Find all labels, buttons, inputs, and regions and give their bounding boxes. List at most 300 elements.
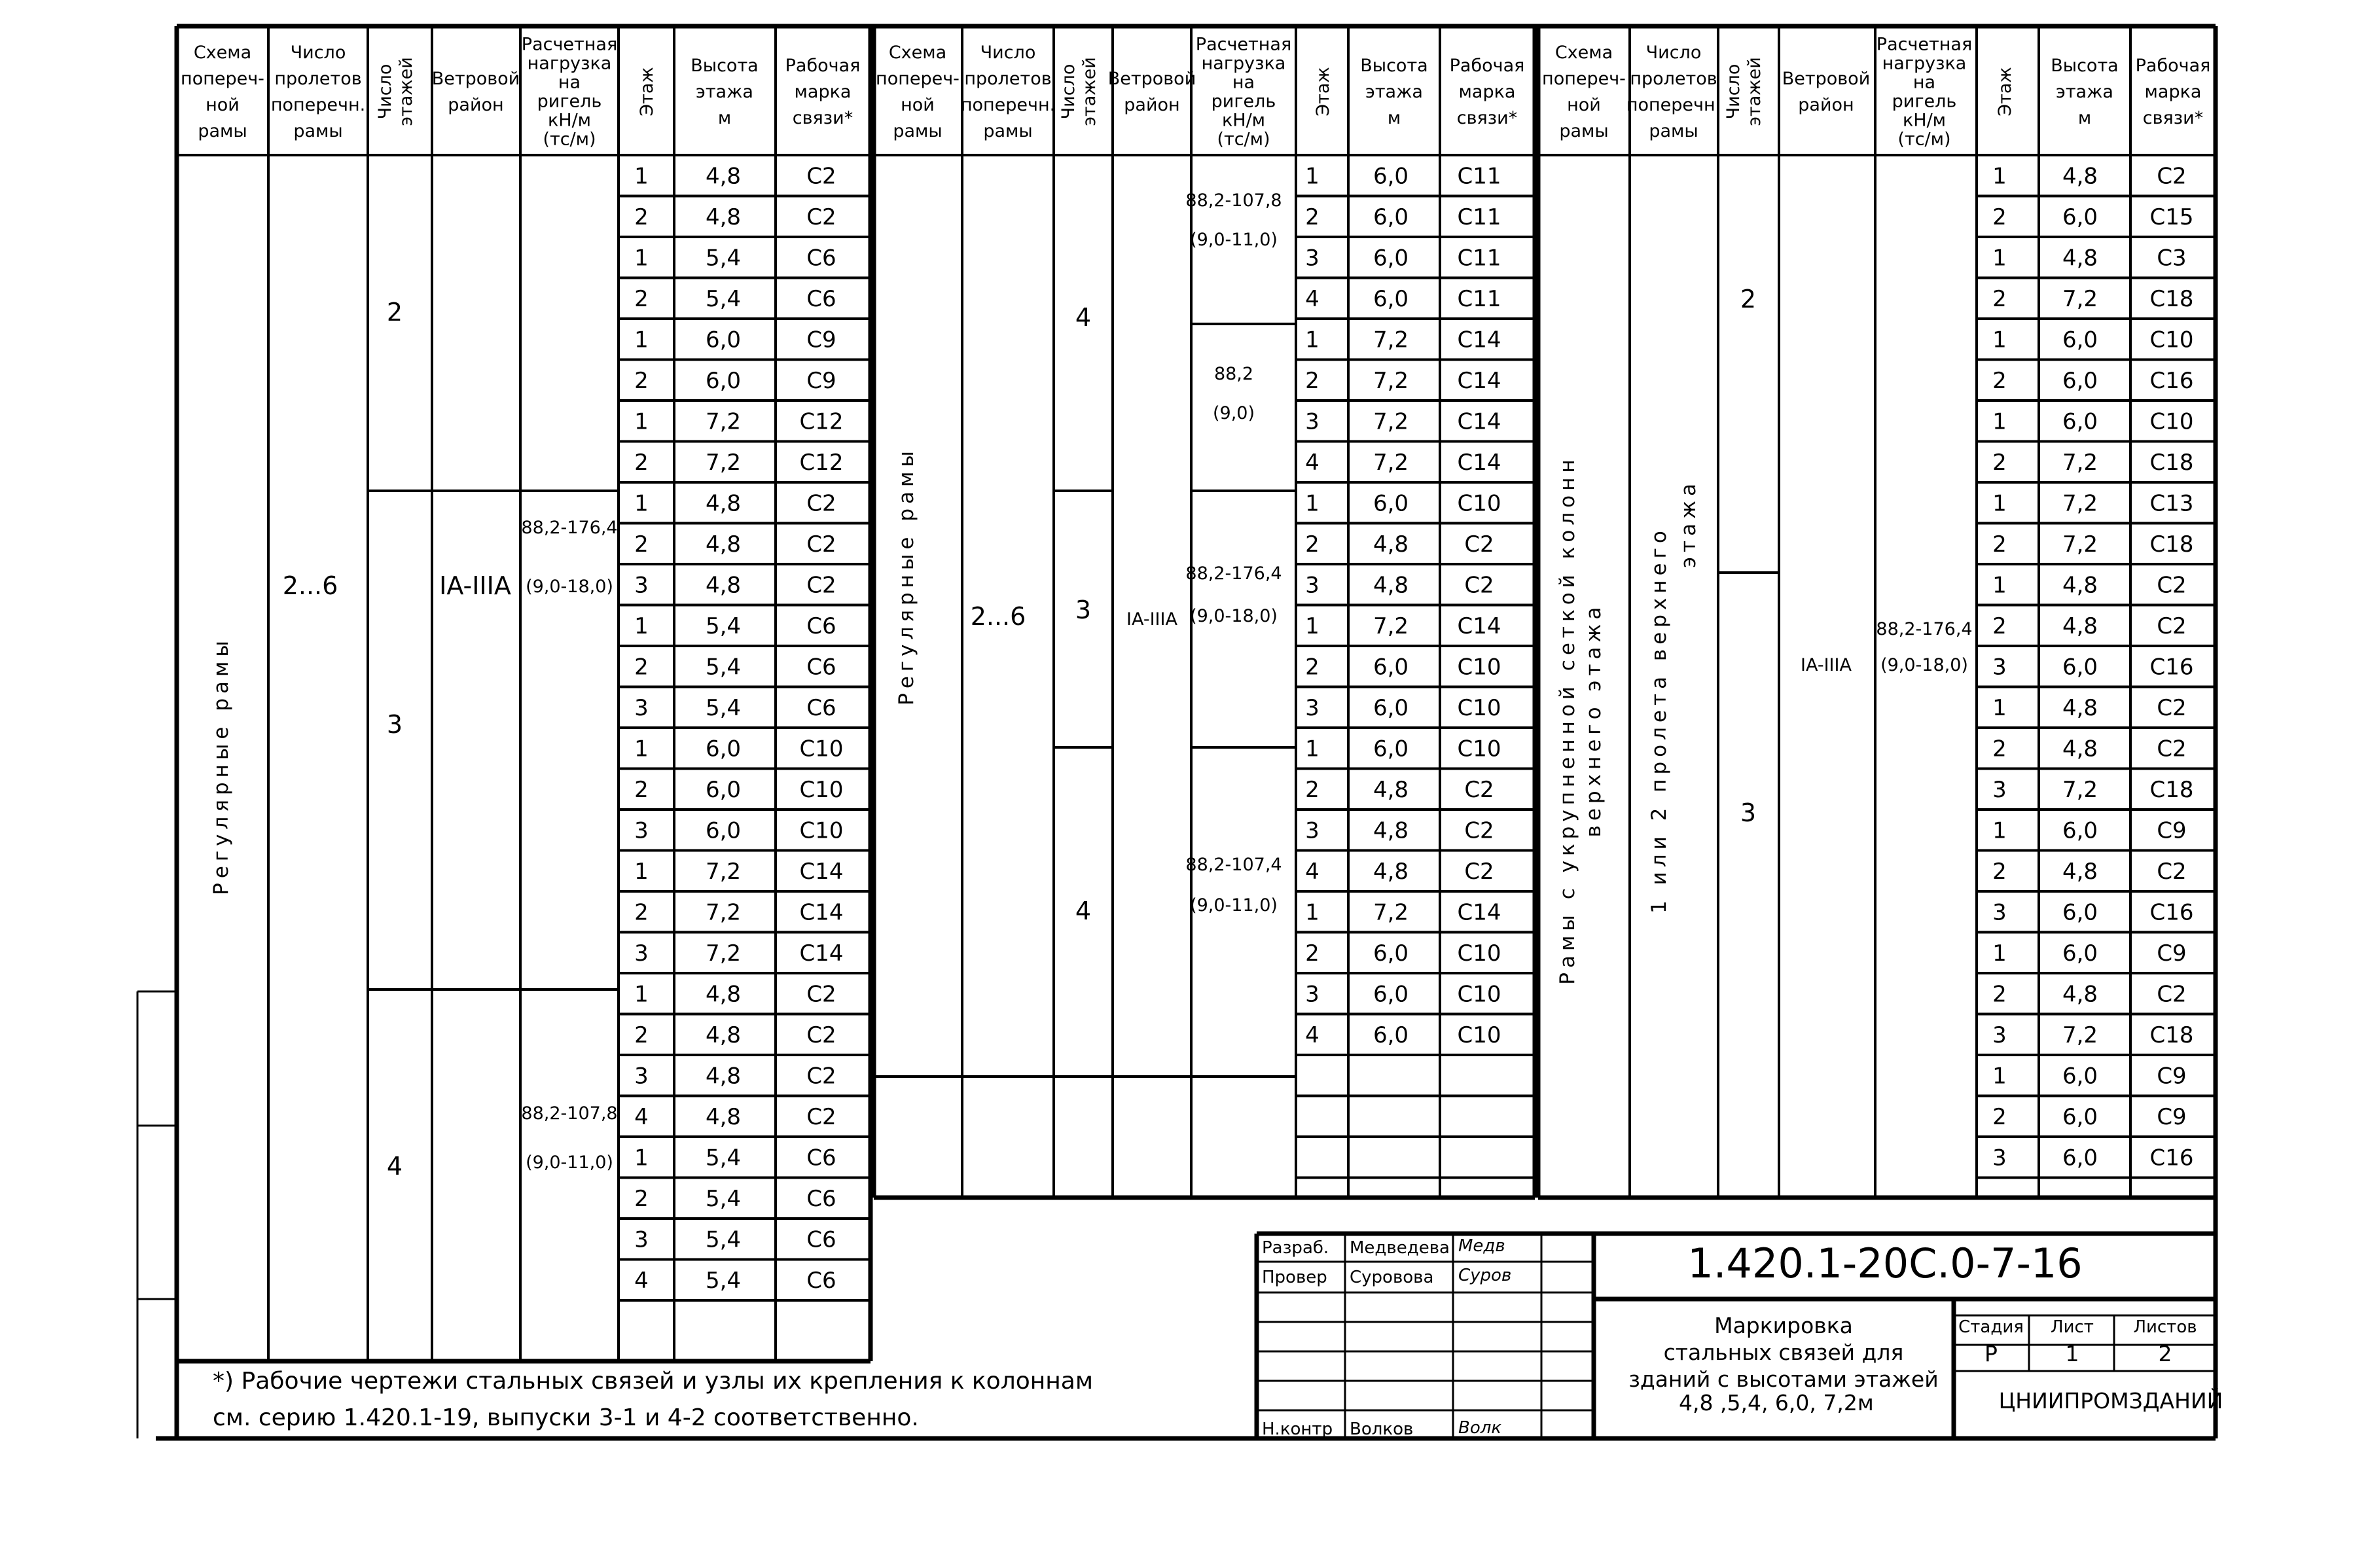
panel1-load: (9,0-18,0) [526, 577, 613, 597]
row-floor: 3 [634, 940, 649, 967]
row-floor: 1 [1992, 490, 2007, 517]
row-floor: 1 [1992, 327, 2007, 353]
panel3-wind: IA-IIIA [1801, 655, 1852, 675]
row-floor: 3 [634, 817, 649, 844]
row-mark: C14 [1457, 613, 1501, 639]
panel1-wind: IA-IIIA [439, 571, 511, 600]
header-scheme: ной [206, 95, 240, 115]
panel1-spans: 2...6 [282, 571, 338, 600]
row-mark: C9 [2157, 817, 2187, 844]
row-height: 7,2 [705, 858, 742, 885]
panel2-load: 88,2-176,4 [1185, 563, 1282, 584]
row-height: 6,0 [1373, 654, 1409, 681]
row-floor: 1 [634, 1145, 649, 1171]
header-load: ригель [1211, 91, 1276, 112]
row-height: 4,8 [1373, 817, 1409, 844]
row-mark: C2 [806, 981, 836, 1008]
row-height: 7,2 [2062, 490, 2098, 517]
row-mark: C14 [1457, 367, 1501, 394]
row-mark: C14 [1457, 327, 1501, 353]
stage-label: Стадия [1958, 1317, 2024, 1337]
row-floor: 1 [634, 408, 649, 435]
row-height: 6,0 [1373, 1022, 1409, 1048]
panel2-floors: 3 [1075, 596, 1092, 624]
header-scheme: попереч- [181, 69, 264, 89]
row-height: 4,8 [2062, 572, 2098, 599]
row-height: 5,4 [705, 1145, 742, 1171]
row-floor: 4 [1305, 1022, 1320, 1048]
sheet-label: Лист [2051, 1317, 2094, 1337]
header-scheme: Схема [888, 43, 947, 63]
row-mark: C10 [1457, 694, 1501, 721]
row-height: 7,2 [705, 408, 742, 435]
panel2-load: (9,0) [1212, 403, 1255, 423]
header-scheme: рамы [198, 121, 247, 141]
row-height: 4,8 [705, 981, 742, 1008]
control-signature: Волк [1458, 1418, 1502, 1438]
drawing-title-1: Маркировка [1714, 1313, 1853, 1338]
header-mark: марка [1458, 82, 1516, 102]
header-spans: рамы [983, 121, 1033, 141]
panel1-floors: 2 [386, 298, 403, 327]
row-mark: C10 [1457, 1022, 1501, 1048]
row-height: 6,0 [2062, 1063, 2098, 1090]
row-mark: C2 [2157, 736, 2187, 762]
panel1-floors: 3 [386, 710, 403, 739]
row-floor: 3 [1992, 776, 2007, 803]
row-height: 4,8 [705, 1103, 742, 1130]
checker-name: Суровова [1350, 1268, 1434, 1287]
header-spans: рамы [293, 121, 343, 141]
header-floors-count: Число [1058, 63, 1079, 120]
row-height: 6,0 [2062, 1145, 2098, 1171]
row-floor: 4 [1305, 449, 1320, 476]
row-mark: C10 [799, 776, 844, 803]
row-floor: 3 [634, 1226, 649, 1253]
row-floor: 2 [1305, 531, 1320, 558]
panel3-floors: 2 [1740, 285, 1757, 313]
row-mark: C6 [806, 1145, 836, 1171]
header-scheme: попереч- [876, 69, 960, 89]
row-mark: C12 [799, 408, 844, 435]
row-floor: 3 [1305, 245, 1320, 272]
header-load: Расчетная [1876, 34, 1973, 55]
panel2-floors: 4 [1075, 897, 1092, 925]
row-floor: 1 [1992, 572, 2007, 599]
row-height: 6,0 [2062, 654, 2098, 681]
header-floor: Этаж [1313, 67, 1333, 116]
row-floor: 2 [1305, 776, 1320, 803]
row-mark: C10 [2149, 408, 2194, 435]
row-floor: 2 [1992, 858, 2007, 885]
row-floor: 2 [1992, 285, 2007, 312]
drawing-title-4: 4,8 ,5,4, 6,0, 7,2м [1679, 1390, 1874, 1416]
row-height: 4,8 [2062, 245, 2098, 272]
row-floor: 2 [634, 367, 649, 394]
row-floor: 2 [634, 1185, 649, 1212]
row-mark: C2 [806, 1063, 836, 1090]
row-floor: 2 [634, 204, 649, 230]
row-mark: C10 [1457, 736, 1501, 762]
row-floor: 1 [1992, 163, 2007, 190]
row-height: 6,0 [2062, 1103, 2098, 1130]
row-floor: 1 [634, 490, 649, 517]
row-mark: C18 [2149, 449, 2194, 476]
row-mark: C10 [1457, 981, 1501, 1008]
header-spans: рамы [1649, 121, 1698, 141]
header-scheme: рамы [893, 121, 943, 141]
header-spans: поперечн. [270, 95, 366, 115]
row-height: 6,0 [2062, 817, 2098, 844]
panel1-load: 88,2-176,4 [521, 518, 618, 538]
row-mark: C10 [799, 736, 844, 762]
row-floor: 1 [634, 327, 649, 353]
checker-label: Провер [1262, 1268, 1327, 1287]
row-floor: 1 [1992, 694, 2007, 721]
row-mark: C6 [806, 285, 836, 312]
row-height: 4,8 [2062, 858, 2098, 885]
row-floor: 1 [634, 736, 649, 762]
header-load: (тс/м) [543, 129, 596, 150]
row-mark: C9 [2157, 1103, 2187, 1130]
row-mark: C2 [806, 572, 836, 599]
row-floor: 3 [1992, 1145, 2007, 1171]
row-mark: C6 [806, 613, 836, 639]
header-floors-count: Число [1723, 63, 1744, 120]
row-height: 6,0 [2062, 327, 2098, 353]
panel3-floors: 3 [1740, 798, 1757, 827]
row-floor: 4 [1305, 858, 1320, 885]
panel2-scheme: Регулярные рамы [895, 446, 918, 705]
row-floor: 2 [634, 449, 649, 476]
row-mark: C2 [2157, 163, 2187, 190]
footnote-line-1: *) Рабочие чертежи стальных связей и узлы их крепления к колоннам [213, 1368, 1094, 1395]
row-height: 7,2 [705, 449, 742, 476]
row-mark: C2 [806, 204, 836, 230]
panel3-scheme: верхнего этажа [1582, 602, 1606, 838]
row-mark: C2 [806, 531, 836, 558]
row-height: 6,0 [705, 736, 742, 762]
row-floor: 3 [1305, 408, 1320, 435]
row-mark: C2 [1464, 817, 1494, 844]
header-height: м [2077, 108, 2092, 128]
row-height: 6,0 [705, 817, 742, 844]
row-floor: 1 [1305, 899, 1320, 926]
header-scheme: ной [901, 95, 935, 115]
header-scheme: попереч- [1542, 69, 1626, 89]
row-height: 4,8 [1373, 572, 1409, 599]
panel3-scheme: Рамы с укрупненной сеткой колонн [1556, 455, 1579, 985]
row-mark: C2 [806, 1103, 836, 1130]
row-mark: C2 [1464, 531, 1494, 558]
footnote-line-2: см. серию 1.420.1-19, выпуски 3-1 и 4-2 соответственно. [213, 1404, 919, 1431]
header-load: (тс/м) [1217, 129, 1270, 150]
row-floor: 1 [1305, 736, 1320, 762]
header-spans: поперечн. [960, 95, 1056, 115]
row-height: 4,8 [2062, 613, 2098, 639]
developer-name: Медведева [1350, 1238, 1450, 1258]
row-floor: 3 [634, 572, 649, 599]
row-mark: C2 [1464, 572, 1494, 599]
header-load: на [1912, 72, 1936, 93]
header-wind: район [1124, 95, 1180, 115]
row-height: 4,8 [705, 1063, 742, 1090]
row-height: 6,0 [705, 327, 742, 353]
row-floor: 1 [1992, 245, 2007, 272]
row-mark: C14 [799, 858, 844, 885]
row-floor: 2 [634, 899, 649, 926]
panel2-load: (9,0-11,0) [1190, 895, 1278, 916]
row-height: 7,2 [2062, 776, 2098, 803]
row-mark: C10 [2149, 327, 2194, 353]
header-load: кН/м [1221, 110, 1266, 131]
header-spans: Число [290, 43, 346, 63]
row-height: 4,8 [2062, 981, 2098, 1008]
row-mark: C10 [1457, 654, 1501, 681]
row-height: 6,0 [1373, 694, 1409, 721]
header-height: Высота [691, 56, 759, 76]
row-height: 4,8 [705, 1022, 742, 1048]
row-height: 7,2 [705, 899, 742, 926]
row-floor: 1 [1305, 490, 1320, 517]
row-height: 7,2 [1373, 327, 1409, 353]
row-floor: 2 [634, 1022, 649, 1048]
row-floor: 2 [634, 776, 649, 803]
developer-signature: Медв [1458, 1236, 1505, 1256]
panel2-load: 88,2-107,8 [1185, 190, 1282, 211]
panel1-load: (9,0-11,0) [526, 1152, 613, 1173]
row-mark: C2 [1464, 858, 1494, 885]
header-load: нагрузка [1882, 53, 1967, 74]
row-mark: C16 [2149, 654, 2194, 681]
row-mark: C9 [2157, 1063, 2187, 1090]
row-mark: C9 [2157, 940, 2187, 967]
panel2-wind: IA-IIIA [1126, 609, 1177, 630]
header-spans: Число [1645, 43, 1702, 63]
header-floors-count: этажей [1744, 57, 1765, 126]
row-height: 5,4 [705, 694, 742, 721]
row-mark: C10 [1457, 490, 1501, 517]
header-mark: Рабочая [1449, 56, 1525, 76]
stage-value: Р [1984, 1341, 1998, 1366]
header-scheme: Схема [193, 43, 252, 63]
header-mark: связи* [792, 108, 853, 128]
row-floor: 2 [634, 531, 649, 558]
row-height: 4,8 [705, 204, 742, 230]
row-mark: C3 [2157, 245, 2187, 272]
sheets-value: 2 [2158, 1341, 2172, 1366]
row-floor: 3 [1305, 817, 1320, 844]
row-height: 6,0 [2062, 408, 2098, 435]
header-spans: пролетов [1630, 69, 1717, 89]
panel3-load: (9,0-18,0) [1880, 655, 1968, 675]
row-mark: C15 [2149, 204, 2194, 230]
row-floor: 1 [1305, 327, 1320, 353]
row-mark: C11 [1457, 163, 1501, 190]
header-floor: Этаж [1995, 67, 2015, 116]
row-mark: C14 [799, 899, 844, 926]
row-height: 7,2 [2062, 1022, 2098, 1048]
row-height: 7,2 [1373, 899, 1409, 926]
sheets-label: Листов [2133, 1317, 2197, 1337]
row-mark: C6 [806, 654, 836, 681]
row-mark: C2 [2157, 613, 2187, 639]
row-height: 7,2 [2062, 285, 2098, 312]
header-load: на [558, 72, 581, 93]
header-load: кН/м [547, 110, 592, 131]
panel2-floors: 4 [1075, 303, 1092, 332]
row-height: 7,2 [1373, 613, 1409, 639]
header-load: ригель [1892, 91, 1957, 112]
sheet-value: 1 [2065, 1341, 2079, 1366]
row-mark: C18 [2149, 285, 2194, 312]
row-mark: C18 [2149, 1022, 2194, 1048]
row-height: 4,8 [1373, 776, 1409, 803]
row-mark: C13 [2149, 490, 2194, 517]
row-floor: 2 [1992, 531, 2007, 558]
row-floor: 4 [634, 1103, 649, 1130]
panel2-load: 88,2-107,4 [1185, 855, 1282, 875]
row-floor: 3 [634, 694, 649, 721]
table-grid [137, 26, 2216, 1438]
row-mark: C10 [1457, 940, 1501, 967]
panel2-load: (9,0-18,0) [1190, 606, 1278, 626]
row-height: 6,0 [1373, 245, 1409, 272]
row-floor: 2 [634, 285, 649, 312]
developer-label: Разраб. [1262, 1238, 1329, 1258]
row-height: 4,8 [1373, 858, 1409, 885]
panel3-spans: 1 или 2 пролета верхнего [1647, 526, 1671, 914]
row-height: 7,2 [1373, 449, 1409, 476]
row-mark: C16 [2149, 1145, 2194, 1171]
row-height: 4,8 [2062, 694, 2098, 721]
row-floor: 1 [1992, 408, 2007, 435]
row-height: 4,8 [705, 490, 742, 517]
row-floor: 4 [1305, 285, 1320, 312]
row-mark: C2 [806, 490, 836, 517]
row-mark: C2 [2157, 858, 2187, 885]
row-floor: 2 [1305, 654, 1320, 681]
row-height: 4,8 [705, 163, 742, 190]
row-mark: C14 [1457, 899, 1501, 926]
header-floors-count: этажей [1079, 57, 1100, 126]
header-spans: Число [980, 43, 1036, 63]
header-load: Расчетная [521, 34, 618, 55]
header-height: Высота [2051, 56, 2119, 76]
row-mark: C18 [2149, 776, 2194, 803]
row-floor: 1 [634, 981, 649, 1008]
header-spans: пролетов [274, 69, 362, 89]
row-mark: C14 [1457, 408, 1501, 435]
row-mark: C9 [806, 367, 836, 394]
row-mark: C18 [2149, 531, 2194, 558]
row-height: 5,4 [705, 654, 742, 681]
row-floor: 2 [1992, 1103, 2007, 1130]
row-height: 7,2 [2062, 531, 2098, 558]
header-mark: Рабочая [785, 56, 861, 76]
row-mark: C11 [1457, 204, 1501, 230]
row-floor: 4 [634, 1267, 649, 1294]
row-height: 6,0 [705, 776, 742, 803]
header-height: м [717, 108, 732, 128]
row-height: 5,4 [705, 1185, 742, 1212]
row-mark: C11 [1457, 285, 1501, 312]
row-height: 6,0 [2062, 899, 2098, 926]
header-mark: марка [794, 82, 852, 102]
header-load: на [1232, 72, 1255, 93]
row-height: 4,8 [2062, 736, 2098, 762]
row-height: 4,8 [1373, 531, 1409, 558]
row-height: 7,2 [705, 940, 742, 967]
row-mark: C2 [806, 1022, 836, 1048]
header-wind: Ветровой [1782, 69, 1871, 89]
row-floor: 1 [634, 245, 649, 272]
row-height: 7,2 [1373, 367, 1409, 394]
row-floor: 1 [1305, 163, 1320, 190]
header-load: Расчетная [1195, 34, 1292, 55]
row-height: 6,0 [1373, 204, 1409, 230]
checker-signature: Суров [1458, 1266, 1512, 1285]
header-scheme: ной [1567, 95, 1601, 115]
control-name: Волков [1350, 1419, 1414, 1439]
header-spans: пролетов [964, 69, 1052, 89]
row-floor: 2 [1992, 367, 2007, 394]
row-floor: 2 [1992, 613, 2007, 639]
title-block [1262, 1236, 2223, 1439]
row-mark: C2 [2157, 572, 2187, 599]
row-floor: 2 [1992, 204, 2007, 230]
row-mark: C6 [806, 1226, 836, 1253]
row-height: 6,0 [1373, 285, 1409, 312]
drawing-title-3: зданий с высотами этажей [1628, 1366, 1939, 1392]
footnote [213, 1368, 1093, 1431]
row-height: 6,0 [1373, 981, 1409, 1008]
row-height: 6,0 [1373, 736, 1409, 762]
header-load: ригель [537, 91, 602, 112]
row-mark: C10 [799, 817, 844, 844]
row-floor: 1 [634, 858, 649, 885]
row-height: 5,4 [705, 613, 742, 639]
header-mark: Рабочая [2135, 56, 2211, 76]
row-floor: 3 [1992, 654, 2007, 681]
header-height: м [1387, 108, 1401, 128]
row-height: 6,0 [705, 367, 742, 394]
row-mark: C6 [806, 694, 836, 721]
row-height: 6,0 [2062, 367, 2098, 394]
organization: ЦНИИПРОМЗДАНИЙ [1998, 1388, 2223, 1414]
row-floor: 3 [1305, 694, 1320, 721]
row-height: 5,4 [705, 1226, 742, 1253]
row-floor: 1 [1992, 940, 2007, 967]
row-mark: C14 [799, 940, 844, 967]
panel2-spans: 2...6 [970, 602, 1026, 631]
row-mark: C2 [1464, 776, 1494, 803]
row-mark: C16 [2149, 367, 2194, 394]
header-height: этажа [1365, 82, 1423, 102]
row-floor: 1 [1992, 817, 2007, 844]
header-scheme: Схема [1554, 43, 1613, 63]
header-load: нагрузка [527, 53, 612, 74]
row-height: 4,8 [705, 531, 742, 558]
drawing-title-2: стальных связей для [1663, 1340, 1904, 1365]
row-mark: C14 [1457, 449, 1501, 476]
header-floor: Этаж [637, 67, 657, 116]
row-height: 4,8 [705, 572, 742, 599]
row-height: 6,0 [2062, 940, 2098, 967]
row-mark: C6 [806, 245, 836, 272]
row-floor: 2 [1305, 940, 1320, 967]
header-mark: марка [2144, 82, 2202, 102]
